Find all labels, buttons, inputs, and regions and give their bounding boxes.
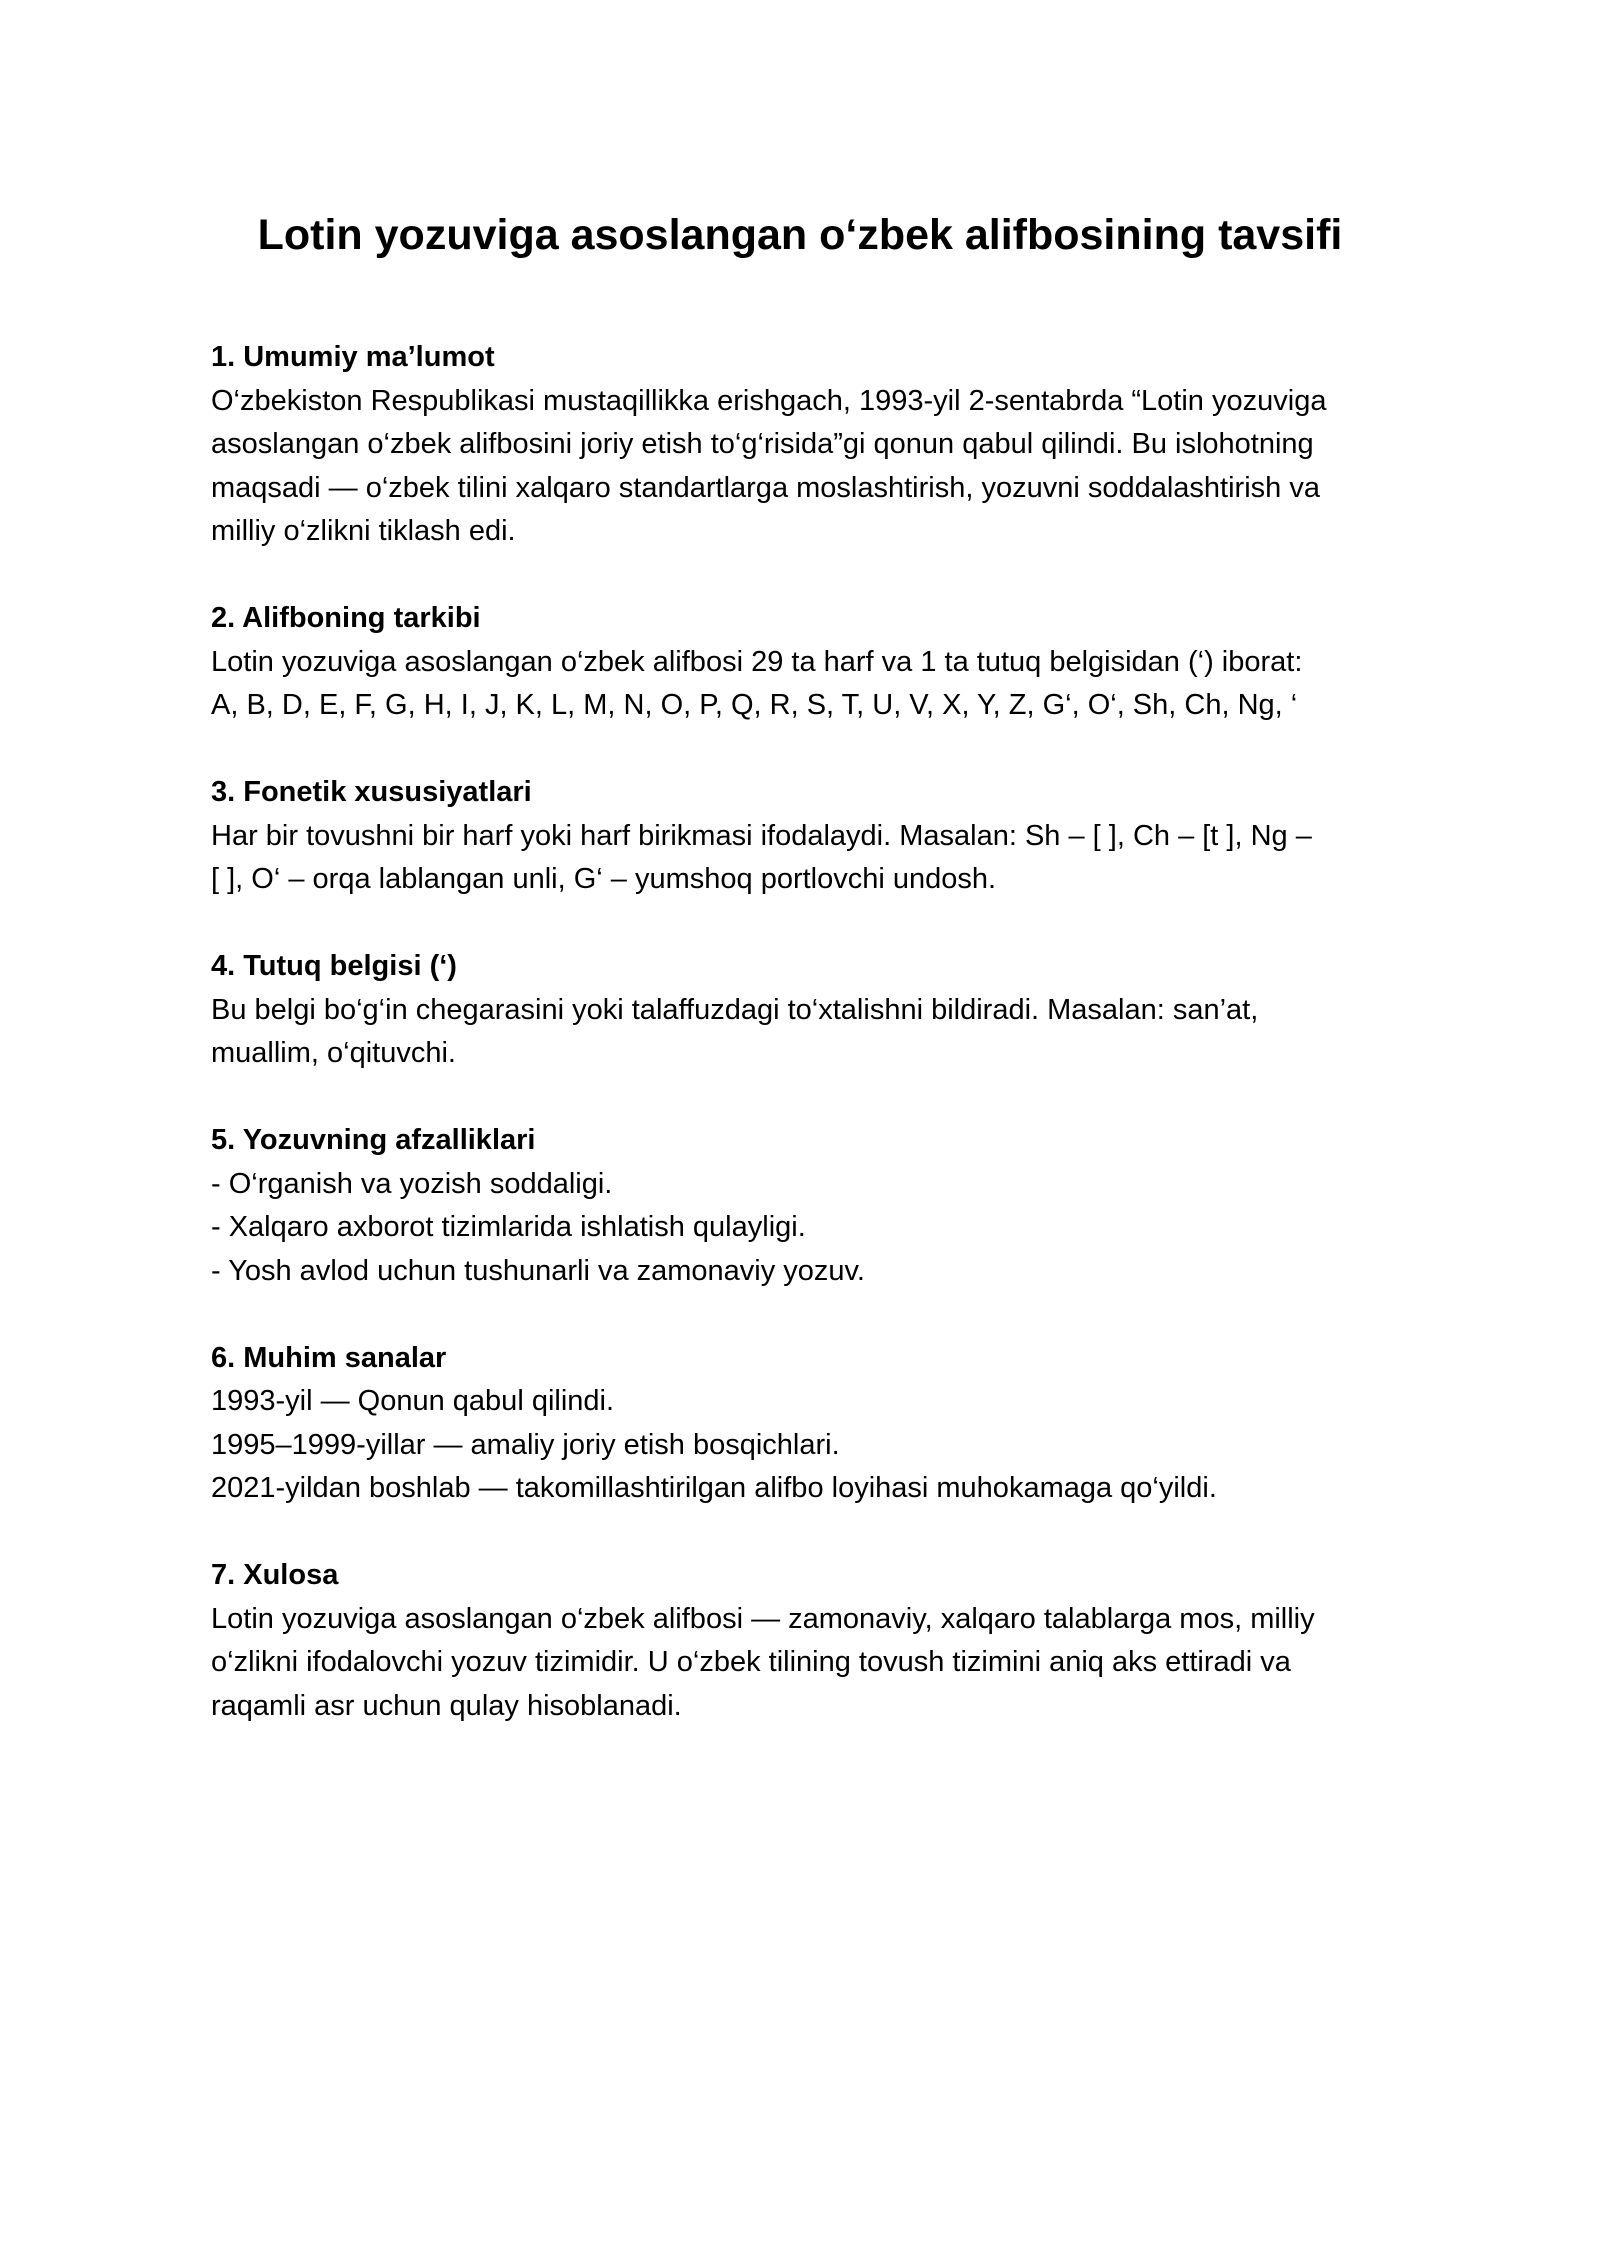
section-heading: 6. Muhim sanalar <box>211 1341 447 1374</box>
document-body <box>211 336 1411 1772</box>
paragraph-line: asoslangan o‘zbek alifbosini joriy etish to‘g‘risida”gi qonun qabul qilindi. Bu islohotning <box>211 428 1314 460</box>
paragraph-line: raqamli asr uchun qulay hisoblanadi. <box>211 1689 682 1722</box>
section-apostrophe-sign <box>211 945 1411 1076</box>
paragraph-line: [ ], O‘ – orqa lablangan unli, G‘ – yumshoq portlovchi undosh. <box>211 863 997 895</box>
paragraph-line: muallim, o‘qituvchi. <box>211 1037 456 1069</box>
section-general-info <box>211 336 1411 554</box>
paragraph-line: Lotin yozuviga asoslangan o‘zbek alifbosi — zamonaviy, xalqaro talablarga mos, milliy <box>211 1602 1315 1635</box>
date-entry: 1995–1999-yillar — amaliy joriy etish bosqichlari. <box>211 1428 840 1461</box>
date-entry: 1993-yil — Qonun qabul qilindi. <box>211 1385 615 1417</box>
date-entry: 2021-yildan boshlab — takomillashtirilgan alifbo loyihasi muhokamaga qo‘yildi. <box>211 1472 1217 1504</box>
section-alphabet-composition <box>211 597 1411 728</box>
section-important-dates <box>211 1337 1411 1511</box>
paragraph-line: milliy o‘zlikni tiklash edi. <box>211 515 516 547</box>
paragraph-line: O‘zbekiston Respublikasi mustaqillikka erishgach, 1993-yil 2-sentabrda “Lotin yozuviga <box>211 384 1327 417</box>
document-title: Lotin yozuviga asoslangan o‘zbek alifbosining tavsifi <box>257 211 1343 259</box>
section-heading: 2. Alifboning tarkibi <box>211 602 481 634</box>
paragraph-line: Har bir tovushni bir harf yoki harf birikmasi ifodalaydi. Masalan: Sh – [ ], Ch – [t ], Ng – <box>211 819 1312 852</box>
paragraph-line: Bu belgi bo‘g‘in chegarasini yoki talaffuzdagi to‘xtalishni bildiradi. Masalan: san’at, <box>211 993 1259 1026</box>
section-phonetic-features <box>211 771 1411 902</box>
section-conclusion <box>211 1554 1411 1728</box>
alphabet-letters-line: A, B, D, E, F, G, H, I, J, K, L, M, N, O, P, Q, R, S, T, U, V, X, Y, Z, G‘, O‘, Sh, Ch, Ng, ‘ <box>211 689 1298 721</box>
section-heading: 5. Yozuvning afzalliklari <box>211 1124 536 1156</box>
paragraph-line: maqsadi — o‘zbek tilini xalqaro standartlarga moslashtirish, yozuvni soddalashtirish va <box>211 471 1320 504</box>
section-advantages <box>211 1119 1411 1293</box>
list-item: - O‘rganish va yozish soddaligi. <box>211 1167 613 1200</box>
section-heading: 1. Umumiy ma’lumot <box>211 341 495 373</box>
paragraph-line: o‘zlikni ifodalovchi yozuv tizimidir. U o‘zbek tilining tovush tizimini aniq aks ettiradi va <box>211 1646 1291 1678</box>
section-heading: 4. Tutuq belgisi (‘) <box>211 950 457 982</box>
list-item: - Yosh avlod uchun tushunarli va zamonaviy yozuv. <box>211 1254 865 1287</box>
section-heading: 7. Xulosa <box>211 1559 339 1591</box>
paragraph-line: Lotin yozuviga asoslangan o‘zbek alifbosi 29 ta harf va 1 ta tutuq belgisidan (‘) iborat: <box>211 645 1303 678</box>
list-item: - Xalqaro axborot tizimlarida ishlatish qulayligi. <box>211 1211 806 1243</box>
section-heading: 3. Fonetik xususiyatlari <box>211 776 532 808</box>
